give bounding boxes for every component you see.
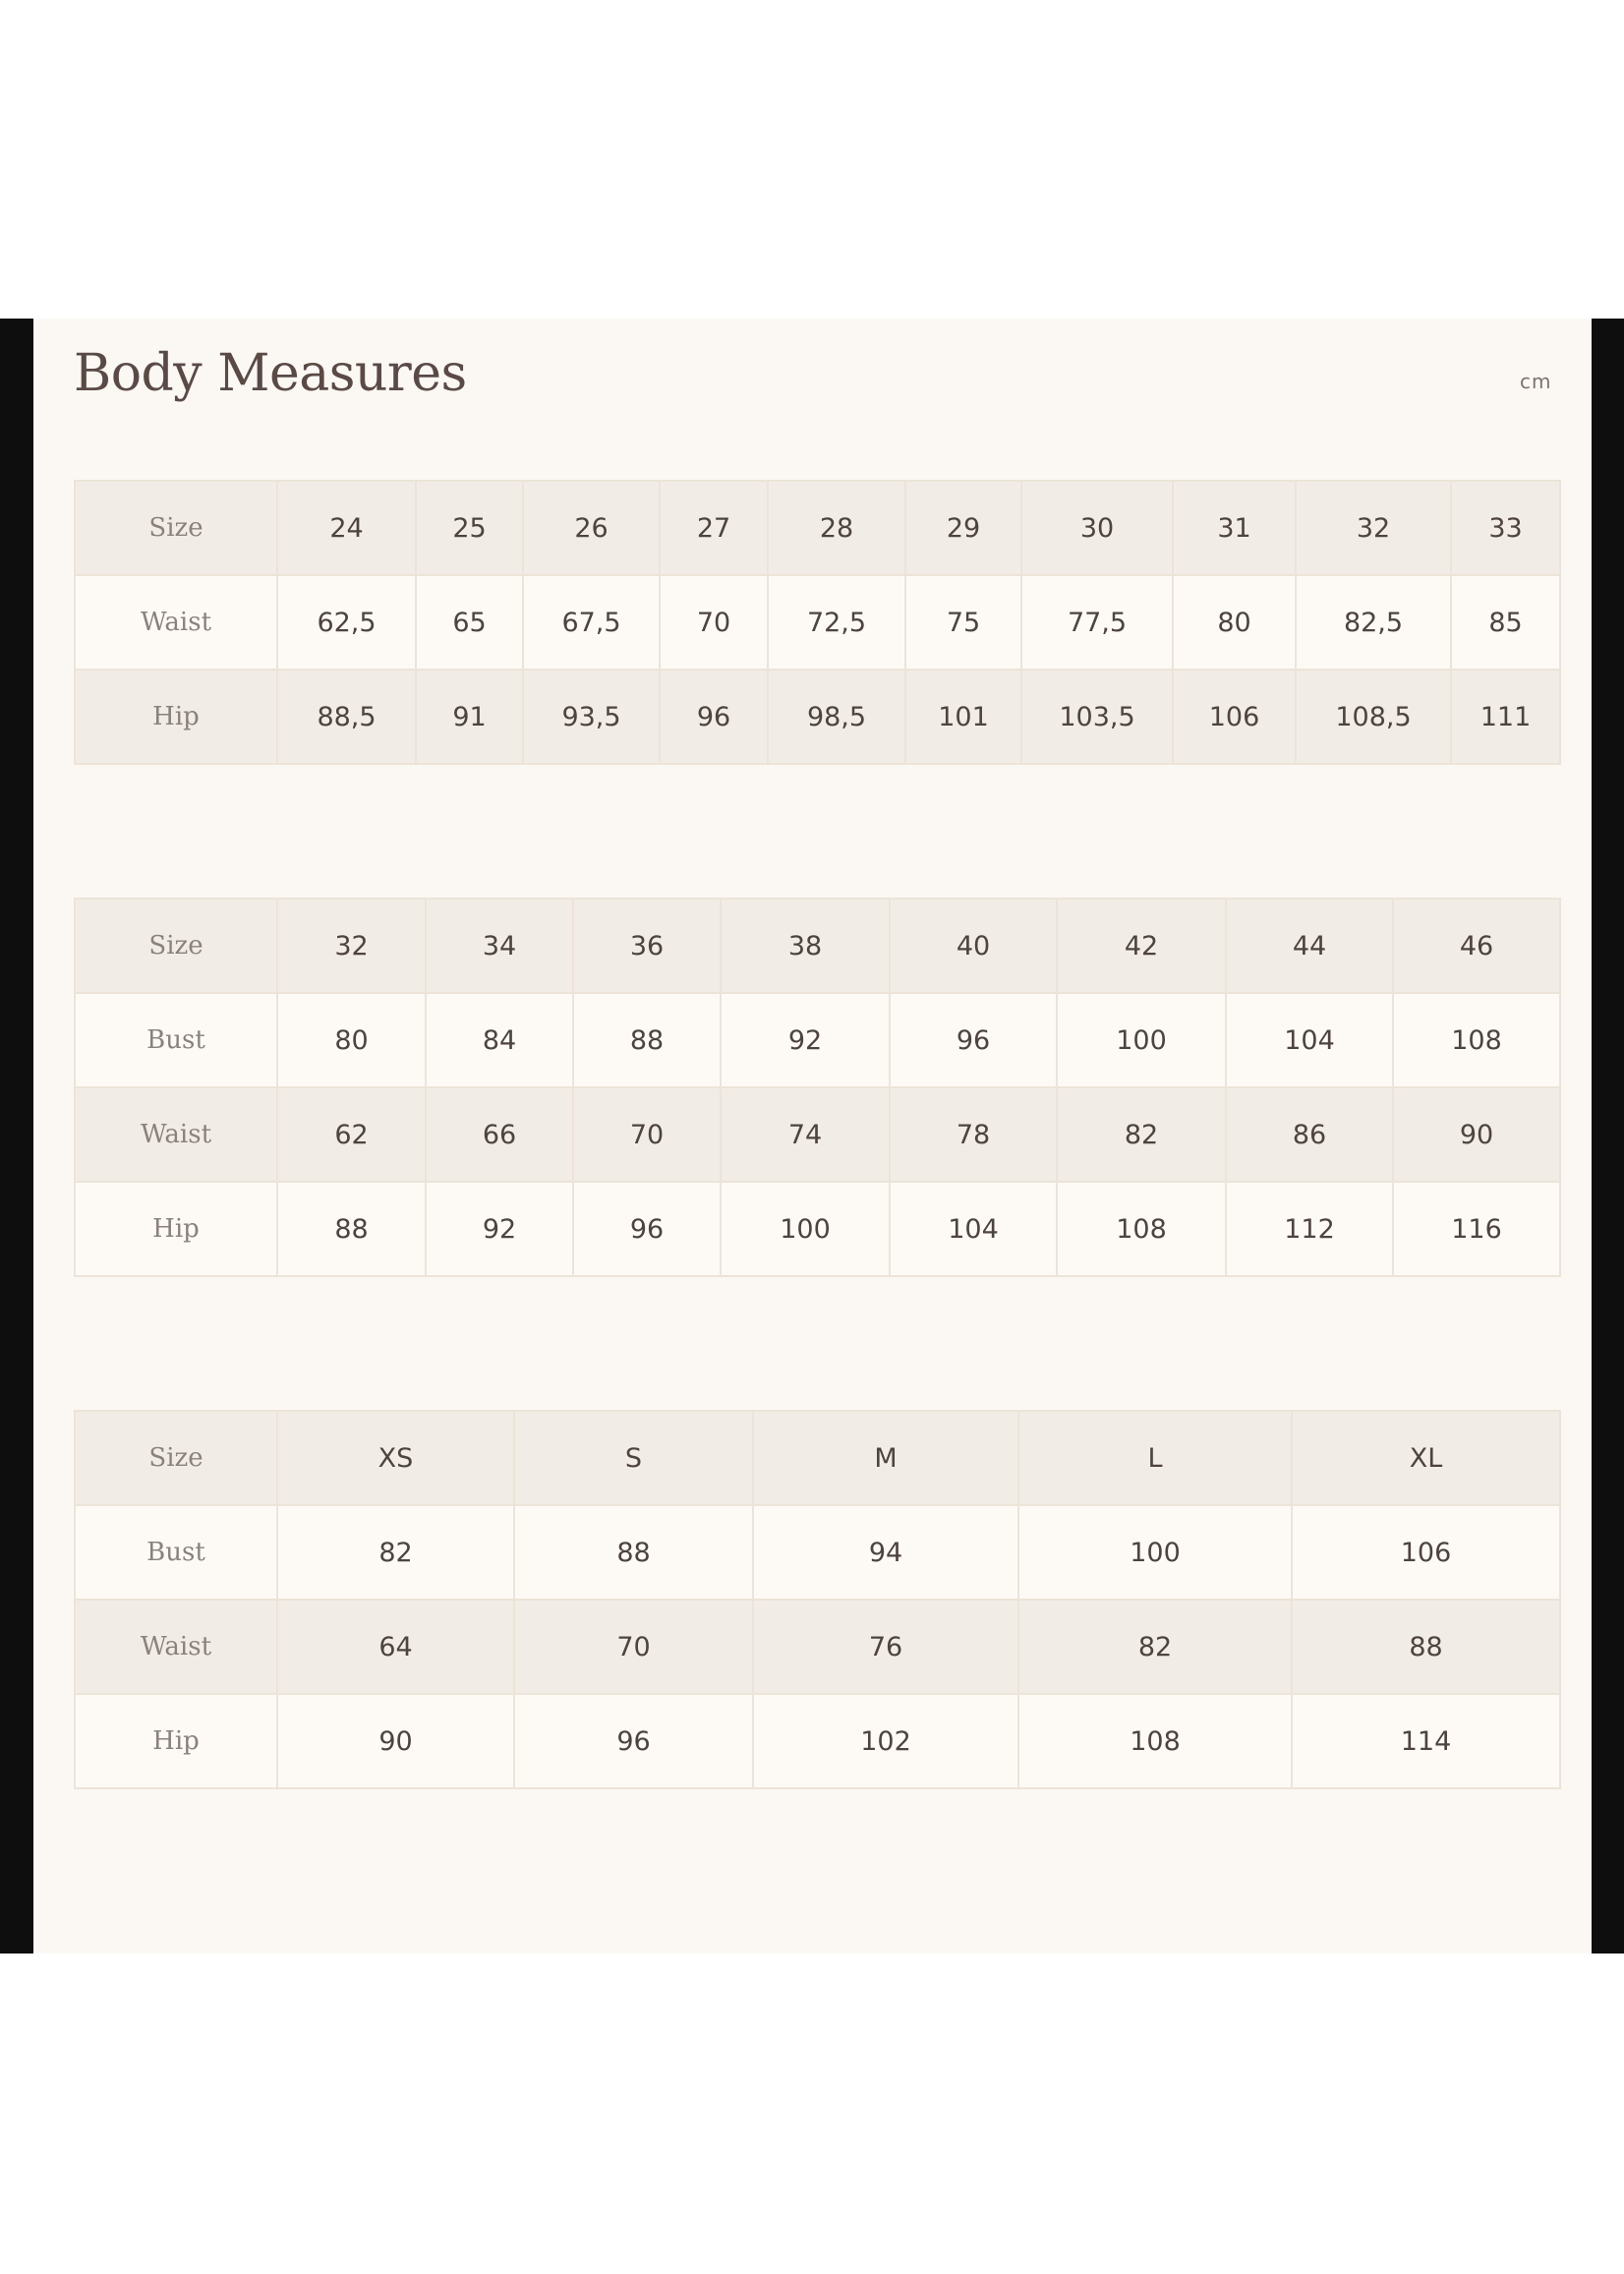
table-cell: 26 <box>523 481 660 575</box>
table-cell: 38 <box>721 899 890 993</box>
eu-size-table <box>74 898 1561 1277</box>
table-cell: 100 <box>1057 993 1226 1087</box>
table-cell: 24 <box>277 481 416 575</box>
numeric-size-table <box>74 480 1561 765</box>
table-cell: 33 <box>1451 481 1560 575</box>
row-label: Hip <box>75 670 277 764</box>
table-cell: 42 <box>1057 899 1226 993</box>
table-row <box>75 1411 1560 1505</box>
table-cell: M <box>753 1411 1018 1505</box>
table-cell: 85 <box>1451 575 1560 670</box>
table-row <box>75 1694 1560 1788</box>
table-cell: XS <box>277 1411 514 1505</box>
page-title: Body Measures <box>74 344 467 403</box>
table-cell: 64 <box>277 1600 514 1694</box>
table-cell: 108 <box>1057 1182 1226 1276</box>
table-cell: 46 <box>1393 899 1560 993</box>
table-cell: 108 <box>1018 1694 1292 1788</box>
table-cell: 62,5 <box>277 575 416 670</box>
table-cell: 114 <box>1292 1694 1560 1788</box>
table-row <box>75 575 1560 670</box>
row-label: Size <box>75 481 277 575</box>
letter-size-table <box>74 1410 1561 1789</box>
table-cell: 27 <box>660 481 768 575</box>
table-cell: 82 <box>1057 1087 1226 1182</box>
table-cell: 44 <box>1226 899 1393 993</box>
table-cell: 80 <box>1173 575 1296 670</box>
table-cell: 31 <box>1173 481 1296 575</box>
table-cell: 101 <box>905 670 1021 764</box>
table-row <box>75 993 1560 1087</box>
table-cell: 82 <box>277 1505 514 1600</box>
table-row <box>75 899 1560 993</box>
table-cell: 70 <box>660 575 768 670</box>
table-cell: 86 <box>1226 1087 1393 1182</box>
table-cell: 65 <box>416 575 523 670</box>
table-cell: 90 <box>1393 1087 1560 1182</box>
table-cell: 108 <box>1393 993 1560 1087</box>
table-cell: 104 <box>1226 993 1393 1087</box>
table-cell: 98,5 <box>768 670 905 764</box>
table-cell: 32 <box>1296 481 1451 575</box>
table-cell: 66 <box>426 1087 573 1182</box>
table-cell: 25 <box>416 481 523 575</box>
table-cell: 88 <box>573 993 721 1087</box>
row-label: Size <box>75 1411 277 1505</box>
row-label: Hip <box>75 1694 277 1788</box>
table-row <box>75 1505 1560 1600</box>
table-cell: 94 <box>753 1505 1018 1600</box>
table-cell: 112 <box>1226 1182 1393 1276</box>
table-cell: 96 <box>514 1694 753 1788</box>
table-cell: 88,5 <box>277 670 416 764</box>
table-cell: 78 <box>890 1087 1057 1182</box>
table-cell: 93,5 <box>523 670 660 764</box>
table-cell: 116 <box>1393 1182 1560 1276</box>
row-label: Hip <box>75 1182 277 1276</box>
table-cell: 36 <box>573 899 721 993</box>
table-row <box>75 670 1560 764</box>
row-label: Waist <box>75 1600 277 1694</box>
row-label: Waist <box>75 575 277 670</box>
table-cell: 92 <box>426 1182 573 1276</box>
table-cell: 40 <box>890 899 1057 993</box>
table-cell: 100 <box>721 1182 890 1276</box>
row-label: Bust <box>75 1505 277 1600</box>
table-cell: 82,5 <box>1296 575 1451 670</box>
table-cell: 92 <box>721 993 890 1087</box>
table-cell: S <box>514 1411 753 1505</box>
table-cell: 72,5 <box>768 575 905 670</box>
table-cell: 80 <box>277 993 426 1087</box>
table-cell: 77,5 <box>1021 575 1173 670</box>
table-row <box>75 1087 1560 1182</box>
table-cell: 103,5 <box>1021 670 1173 764</box>
table-cell: L <box>1018 1411 1292 1505</box>
table-cell: 34 <box>426 899 573 993</box>
table-cell: 106 <box>1292 1505 1560 1600</box>
table-row <box>75 1182 1560 1276</box>
row-label: Waist <box>75 1087 277 1182</box>
table-cell: 88 <box>1292 1600 1560 1694</box>
table-row <box>75 1600 1560 1694</box>
table-cell: 96 <box>890 993 1057 1087</box>
table-cell: 108,5 <box>1296 670 1451 764</box>
table-cell: 70 <box>573 1087 721 1182</box>
table-cell: 70 <box>514 1600 753 1694</box>
unit-label: cm <box>1520 370 1552 393</box>
table-cell: 76 <box>753 1600 1018 1694</box>
table-cell: 32 <box>277 899 426 993</box>
table-cell: 75 <box>905 575 1021 670</box>
table-cell: 84 <box>426 993 573 1087</box>
table-cell: 30 <box>1021 481 1173 575</box>
table-cell: 102 <box>753 1694 1018 1788</box>
table-cell: 104 <box>890 1182 1057 1276</box>
table-cell: 28 <box>768 481 905 575</box>
table-cell: 91 <box>416 670 523 764</box>
table-cell: 88 <box>277 1182 426 1276</box>
table-cell: 74 <box>721 1087 890 1182</box>
table-cell: 82 <box>1018 1600 1292 1694</box>
table-cell: 111 <box>1451 670 1560 764</box>
table-cell: 96 <box>573 1182 721 1276</box>
table-cell: 67,5 <box>523 575 660 670</box>
table-cell: 62 <box>277 1087 426 1182</box>
table-cell: 96 <box>660 670 768 764</box>
table-cell: 100 <box>1018 1505 1292 1600</box>
row-label: Bust <box>75 993 277 1087</box>
table-cell: 90 <box>277 1694 514 1788</box>
row-label: Size <box>75 899 277 993</box>
table-row <box>75 481 1560 575</box>
table-cell: 106 <box>1173 670 1296 764</box>
table-cell: 29 <box>905 481 1021 575</box>
table-cell: 88 <box>514 1505 753 1600</box>
table-cell: XL <box>1292 1411 1560 1505</box>
